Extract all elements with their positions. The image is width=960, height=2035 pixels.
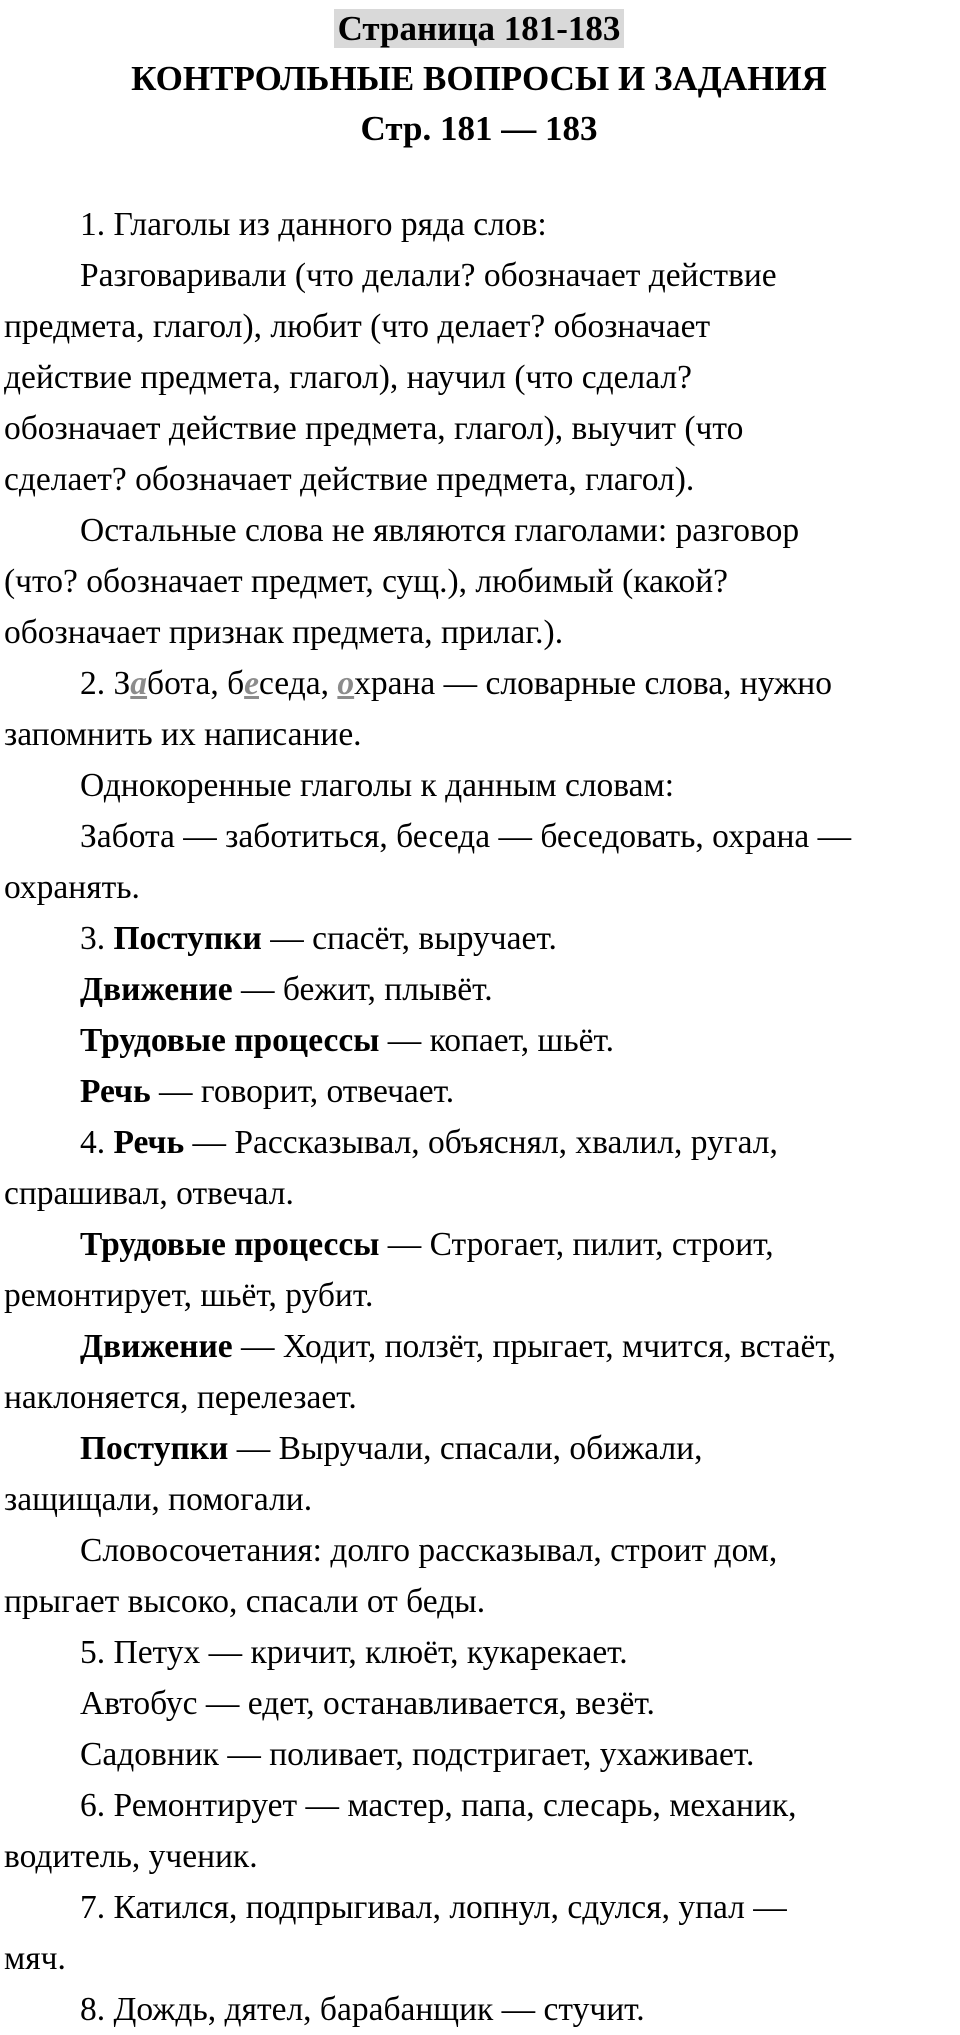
- task2-cognates: Забота — заботиться, беседа — беседовать, охрана — охранять.: [4, 818, 852, 906]
- task8: 8. Дождь, дятел, барабанщик — стучит.: [80, 1991, 645, 2028]
- task1-intro: 1. Глаголы из данного ряда слов:: [80, 206, 547, 243]
- task7: 7. Катился, подпрыгивал, лопнул, сдулся, упал — мяч.: [4, 1889, 787, 1977]
- task4-motion: Движение — Ходит, ползёт, прыгает, мчится, встаёт, наклоняется, перелезает.: [4, 1328, 836, 1416]
- task3-row-deeds: 3. Поступки — спасёт, выручает.: [80, 920, 557, 957]
- answers-body: [4, 199, 956, 2035]
- task3-row-motion: Движение — бежит, плывёт.: [80, 971, 493, 1008]
- task2-cognates-intro: Однокоренные глаголы к данным словам:: [80, 767, 675, 804]
- highlighted-vowel: о: [337, 665, 355, 702]
- section-title: КОНТРОЛЬНЫЕ ВОПРОСЫ И ЗАДАНИЯ: [131, 59, 827, 98]
- task3-row-speech: Речь — говорит, отвечает.: [80, 1073, 455, 1110]
- task1-others: Остальные слова не являются глаголами: разговор (что? обозначает предмет, сущ.), любимый (какой? обозначает признак предмета, прилаг.).: [4, 512, 800, 651]
- task3-row-labor: Трудовые процессы — копает, шьёт.: [80, 1022, 614, 1059]
- page-tag-line: [4, 4, 954, 54]
- document-header: [4, 4, 954, 154]
- task4-speech: 4. Речь — Рассказывал, объяснял, хвалил, ругал, спрашивал, отвечал.: [4, 1124, 778, 1212]
- task1-verbs: Разговаривали (что делали? обозначает действие предмета, глагол), любит (что делает? обозначает действие предмета, глагол), научил (что сделал? обозначает действие предмета, глагол), выучит (что сделает? обозначает действие предмета, глагол).: [4, 257, 777, 498]
- task6: 6. Ремонтирует — мастер, папа, слесарь, механик, водитель, ученик.: [4, 1787, 797, 1875]
- task4-phrases: Словосочетания: долго рассказывал, строит дом, прыгает высоко, спасали от беды.: [4, 1532, 778, 1620]
- task5-line3: Садовник — поливает, подстригает, ухаживает.: [80, 1736, 755, 1773]
- section-subtitle: Стр. 181 — 183: [360, 109, 598, 148]
- highlighted-vowel: е: [244, 665, 259, 702]
- task5-line1: 5. Петух — кричит, клюёт, кукарекает.: [80, 1634, 628, 1671]
- page-tag: Страница 181-183: [334, 9, 625, 48]
- task5-line2: Автобус — едет, останавливается, везёт.: [80, 1685, 655, 1722]
- highlighted-vowel: а: [130, 665, 148, 702]
- task2-words: 2. Забота, беседа, охрана — словарные слова, нужно запомнить их написание.: [4, 665, 832, 753]
- task4-deeds: Поступки — Выручали, спасали, обижали, защищали, помогали.: [4, 1430, 703, 1518]
- task4-labor: Трудовые процессы — Строгает, пилит, строит, ремонтирует, шьёт, рубит.: [4, 1226, 774, 1314]
